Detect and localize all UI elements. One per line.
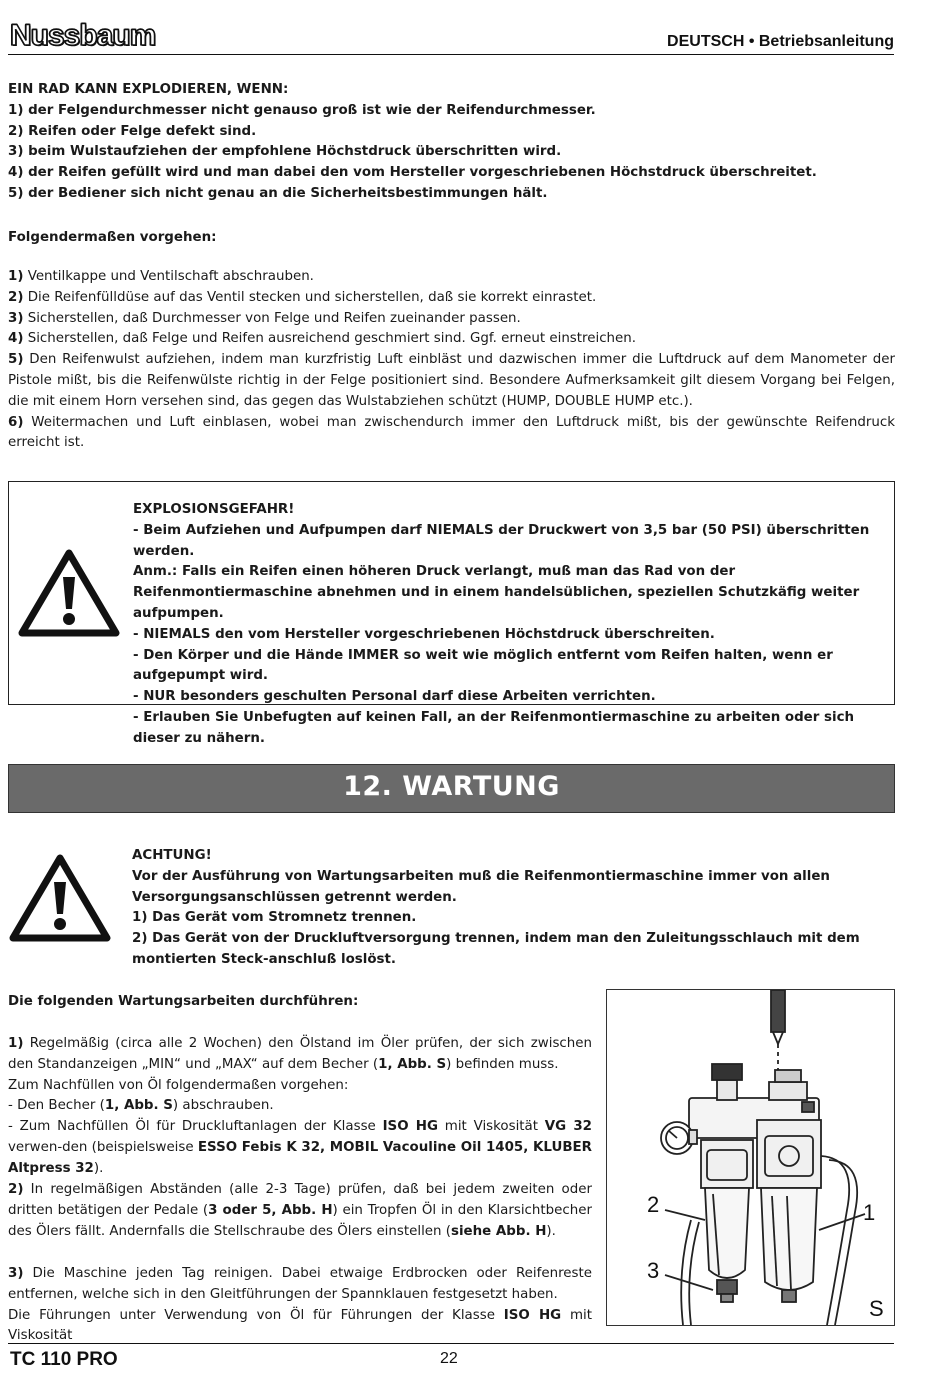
text: ).	[93, 1160, 104, 1176]
warning-line: - NIEMALS den vom Hersteller vorgeschriebenen Höchstdruck überschreiten.	[133, 626, 715, 642]
attention-text	[132, 846, 895, 971]
header-section-label: DEUTSCH • Betriebsanleitung	[667, 33, 894, 50]
procedure-steps	[8, 267, 895, 454]
text: - Den Becher (	[8, 1098, 105, 1114]
explode-item: 1) der Felgendurchmesser nicht genauso groß ist wie der Reifendurchmesser.	[8, 102, 596, 118]
text: ).	[546, 1223, 556, 1239]
figure-label-1: 1	[863, 1200, 876, 1225]
maintenance-heading: Die folgenden Wartungsarbeiten durchführen:	[8, 994, 359, 1009]
warning-line: - Den Körper und die Hände IMMER so weit wie möglich entfernt vom Reifen halten, wenn er aufgepumpt wird.	[133, 647, 833, 684]
step-text: Die Reifenfülldüse auf das Ventil stecken und sicherstellen, daß sie korrekt einrastet.	[23, 289, 597, 305]
procedure-step	[8, 267, 895, 288]
figure-label-s: S	[869, 1296, 884, 1321]
text: ) befinden muss.	[446, 1056, 559, 1072]
warning-line: - Beim Aufziehen und Aufpumpen darf NIEMALS der Druckwert von 3,5 bar (50 PSI) überschritten werden.	[133, 522, 870, 559]
step-number: 4)	[8, 331, 24, 347]
text: Regelmäßig (circa alle 2 Wochen) den Ölstand im Öler prüfen, der sich zwischen den Standanzeigen „MIN“ und „MAX“ auf dem Becher (	[8, 1036, 592, 1072]
figure-ref: 1, Abb. S	[104, 1098, 173, 1114]
maintenance-step-2	[8, 1180, 592, 1242]
header-rule	[8, 54, 894, 55]
figure-ref: 1, Abb. S	[378, 1056, 447, 1072]
attention-title: ACHTUNG!	[132, 848, 212, 863]
figure-label-3: 3	[647, 1258, 660, 1283]
step-text: Weitermachen und Luft einblasen, wobei man zwischendurch immer den Luftdruck mißt, bis der gewünschte Reifendruck erreicht ist.	[8, 414, 895, 451]
procedure-step	[8, 329, 895, 350]
attention-line: 2) Das Gerät von der Druckluftversorgung trennen, indem man den Zuleitungsschlauch mit dem montierten Steck-anschluß loslöst.	[132, 931, 860, 967]
nussbaum-logo: Nussbaum	[10, 19, 156, 52]
warning-triangle-icon	[8, 852, 112, 944]
oil-examples: ESSO Febis K 32, MOBIL Vacouline Oil 1405, KLUBER Altpress 32	[8, 1139, 592, 1176]
procedure-step	[8, 309, 895, 330]
figure-s	[606, 989, 895, 1326]
viscosity: VG 32	[544, 1119, 592, 1135]
procedure-step	[8, 350, 895, 412]
text: verwen-den (beispielsweise	[8, 1139, 198, 1155]
page-number: 22	[440, 1350, 458, 1367]
step-text: Sicherstellen, daß Durchmesser von Felge und Reifen zueinander passen.	[23, 310, 521, 326]
warning-line: Anm.: Falls ein Reifen einen höheren Druck verlangt, muß man das Rad von der Reifenmontiermaschine abnehmen und in einem handelsüblichen, speziellen Schutzkäfig weiter aufpumpen.	[133, 564, 860, 621]
text: mit Viskosität	[8, 1307, 593, 1344]
text: Die Führungen unter Verwendung von Öl für Führungen der Klasse	[8, 1307, 504, 1323]
explosion-warning-box	[8, 481, 895, 746]
explode-item: 3) beim Wulstaufziehen der empfohlene Höchstdruck überschritten wird.	[8, 144, 562, 160]
figure-ref: 3 oder 5, Abb. H	[208, 1202, 333, 1218]
footer-rule	[8, 1343, 894, 1344]
attention-line: 1) Das Gerät vom Stromnetz trennen.	[132, 910, 417, 926]
model-name: TC 110 PRO	[10, 1349, 118, 1370]
maintenance-step-1	[8, 1034, 592, 1180]
oil-class: ISO HG	[503, 1307, 562, 1323]
explode-item: 5) der Bediener sich nicht genau an die Sicherheitsbestimmungen hält.	[8, 185, 548, 201]
text: - Zum Nachfüllen Öl für Druckluftanlagen der Klasse	[8, 1119, 383, 1135]
step-text: Sicherstellen, daß Felge und Reifen ausreichend geschmiert sind. Ggf. erneut einstreichen.	[23, 331, 637, 347]
figure-label-2: 2	[647, 1192, 660, 1217]
text: Die Maschine jeden Tag reinigen. Dabei etwaige Erdbrocken oder Reifenreste entfernen, welche sich in den Gleitführungen der Spannklauen festgesetzt haben.	[8, 1266, 592, 1302]
text: In regelmäßigen Abständen (alle 2-3 Tage) prüfen, daß bei jedem zweiten oder dritten betätigen der Pedale (	[8, 1182, 592, 1218]
step-text: Den Reifenwulst aufziehen, indem man kurzfristig Luft einbläst und dazwischen immer die Luftdruck auf dem Manometer der Pistole mißt, bis die Reifenwülste richtig in der Felge positioniert sind. Besondere Aufmerksamkeit gilt diesem Vorgang bei Felgen, die mit einem Horn versehen sind, das gegen das Wulstabziehen schützt (HUMP, DOUBLE HUMP etc.).	[8, 352, 895, 409]
procedure-step	[8, 413, 895, 455]
text: Zum Nachfüllen von Öl folgendermaßen vorgehen:	[8, 1077, 349, 1093]
explode-item: 2) Reifen oder Felge defekt sind.	[8, 123, 257, 139]
step-number: 1)	[8, 1036, 24, 1051]
lubricator-unit-illustration	[607, 990, 894, 1325]
step-number: 3)	[8, 310, 24, 326]
text: ) ein Tropfen Öl in den Klarsichtbecher des Ölers fällt. Andernfalls die Stellschraube des Ölers einstellen (	[8, 1202, 592, 1239]
oil-class: ISO HG	[382, 1119, 438, 1135]
figure-ref: siehe Abb. H	[451, 1223, 547, 1239]
warning-text	[133, 500, 873, 750]
section-header	[8, 764, 895, 813]
section-title: 12. WARTUNG	[343, 771, 560, 802]
explode-list	[8, 80, 895, 205]
step-number: 5)	[8, 352, 24, 368]
attention-line: Vor der Ausführung von Wartungsarbeiten muß die Reifenmontiermaschine immer von allen Versorgungsanschlüssen getrennt werden.	[132, 868, 830, 905]
warning-line: - NUR besonders geschulten Personal darf diese Arbeiten verrichten.	[133, 689, 656, 705]
step-number: 6)	[8, 414, 24, 430]
warning-line: - Erlauben Sie Unbefugten auf keinen Fall, an der Reifenmontiermaschine zu arbeiten oder sich dieser zu nähern.	[133, 709, 855, 746]
text: mit Viskosität	[437, 1119, 545, 1135]
step-text: Ventilkappe und Ventilschaft abschrauben.	[23, 269, 314, 284]
warning-title: EXPLOSIONSGEFAHR!	[133, 502, 295, 517]
step-number: 2)	[8, 289, 24, 305]
text: ) abschrauben.	[172, 1098, 274, 1114]
step-number: 1)	[8, 269, 24, 284]
explode-item: 4) der Reifen gefüllt wird und man dabei den vom Hersteller vorgeschriebenen Höchstdruck überschreitet.	[8, 165, 817, 181]
warning-triangle-icon	[17, 547, 121, 639]
step-number: 2)	[8, 1182, 24, 1197]
procedure-step	[8, 288, 895, 309]
maintenance-step-3	[8, 1264, 592, 1347]
procedure-heading: Folgendermaßen vorgehen:	[8, 230, 217, 245]
explode-heading: EIN RAD KANN EXPLODIEREN, WENN:	[8, 82, 289, 97]
step-number: 3)	[8, 1266, 24, 1281]
